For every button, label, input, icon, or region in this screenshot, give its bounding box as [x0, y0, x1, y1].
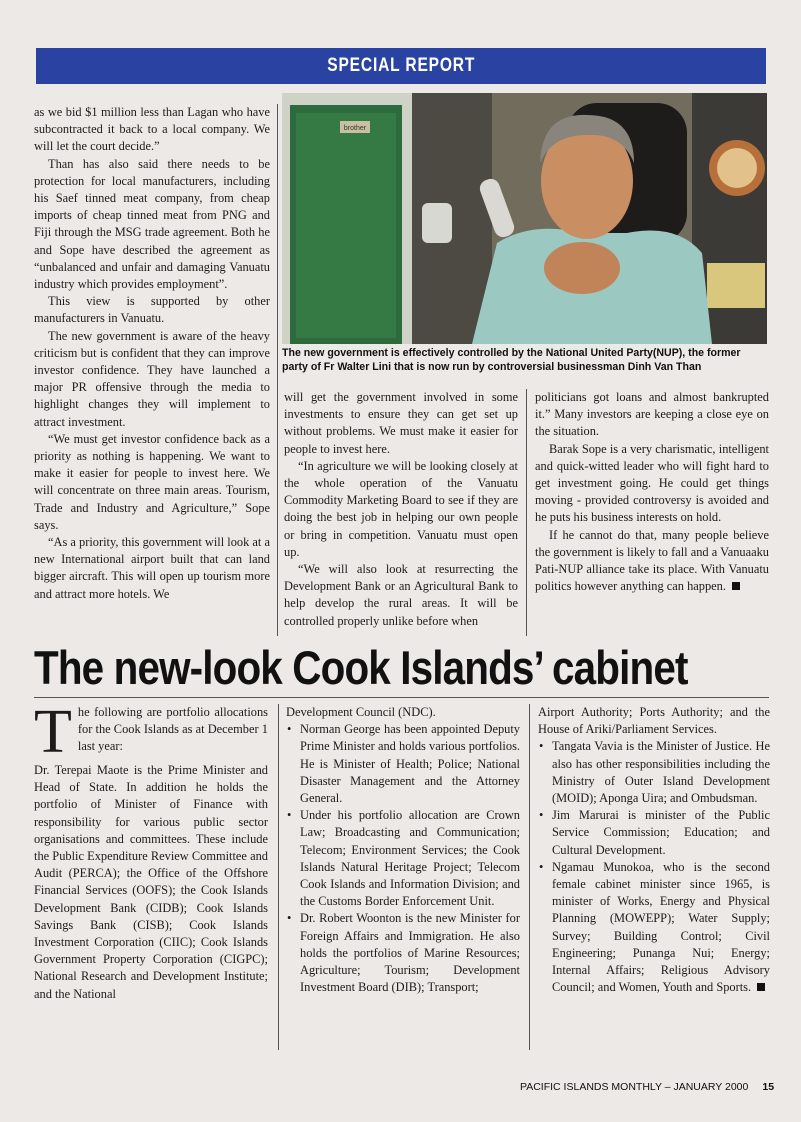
end-mark-icon: [757, 983, 765, 991]
article-photo: [282, 93, 767, 344]
cabinet-column-2: [286, 704, 520, 996]
special-report-banner: [36, 48, 766, 84]
article-column-1: [34, 104, 270, 603]
paragraph: Airport Authority; Ports Authority; and the House of Ariki/Parliament Services.: [538, 705, 770, 737]
drop-cap: T: [34, 698, 72, 766]
list-item: • Tangata Vavia is the Minister of Justice. He also has other responsibilities including the Ministry of Outer Island Development (MOID); Aponga Uira; and Ombudsman.: [538, 738, 770, 807]
end-mark-icon: [732, 582, 740, 590]
list-item: [538, 859, 770, 997]
headline-rule: [34, 697, 769, 698]
banner-label: SPECIAL REPORT: [327, 55, 475, 76]
cabinet-column-1: [34, 698, 268, 1003]
headline: The new-look Cook Islands’ cabinet: [34, 641, 688, 694]
paragraph: will get the government involved in some investments to ensure they can get set up without problems. We must make it easier for people to invest here.: [284, 390, 518, 456]
photo-caption: The new government is effectively controlled by the National United Party(NUP), the former party of Fr Walter Lini that is now run by controversial businessman Dinh Van Than: [282, 347, 741, 373]
list-item: • Norman George has been appointed Deputy Prime Minister and holds various portfolios. He is Minister of Health; Police; National Disaster Management and the Attorney General.: [286, 721, 520, 807]
intro-paragraph: he following are portfolio allocations for the Cook Islands as at December 1 last year:: [77, 705, 268, 754]
column-divider: [278, 704, 279, 1050]
paragraph: “As a priority, this government will look at a new International airport built that can land bigger aircraft. This will open up tourism more and attract more hotels. We: [34, 535, 270, 601]
paragraph: politicians got loans and almost bankrupted it.” Many investors are keeping a close eye on the situation.: [535, 390, 769, 439]
article-column-2: [284, 389, 518, 630]
paragraph: “We must get investor confidence back as a priority as nothing is happening. We want to make it easier for people to invest here. We will concentrate on three main areas. Tourism, Trade and Industry and Agriculture,” Sope says.: [34, 431, 270, 532]
paragraph: Dr. Terepai Maote is the Prime Minister and Head of State. In addition he holds the portfolio of Minister of Finance with responsibility for various public sector organisations and committees. These include the Public Expenditure Review Committee and Audit (PERCA); the Office of the Offshore Financial Services (OOFS); the Cook Islands Development Bank (CIDB); Cook Islands Savings Bank (CISB); Cook Islands Investment Corporation (CIIC); Cook Islands Government Property Corporation (CIGPC); National Research and Development Institute; and the National: [34, 763, 268, 1001]
publication-line: PACIFIC ISLANDS MONTHLY – JANUARY 2000: [520, 1081, 749, 1093]
page-footer: [520, 1081, 774, 1093]
list-item: • Dr. Robert Woonton is the new Minister for Foreign Affairs and Immigration. He also holds the portfolios of Marine Resources; Agriculture; Tourism; Development Investment Board (DIB); Transport;: [286, 910, 520, 996]
paragraph: This view is supported by other manufacturers in Vanuatu.: [34, 294, 270, 326]
paragraph-text: If he cannot do that, many people believe the government is likely to fall and a Vanuaaku Pati-NUP alliance take its place. With Vanuatu politics however anything can happen.: [535, 527, 769, 594]
column-divider: [526, 389, 527, 636]
cabinet-column-3: [538, 704, 770, 996]
list-item: • Under his portfolio allocation are Crown Law; Broadcasting and Communication; Telecom; Environment Services; the Cook Islands Natural Heritage Project; Telecom Cook Islands and Information Division; and the Customs Border Enforcement Unit.: [286, 807, 520, 910]
paragraph: Development Council (NDC).: [286, 705, 436, 719]
article-column-3: [535, 389, 769, 595]
minister-list: [538, 738, 770, 996]
paragraph: “In agriculture we will be looking closely at the whole operation of the Vanuatu Commodity Marketing Board to see if they are doing the best job in helping our own people or bring in competition. Vanuatu must open up.: [284, 458, 518, 559]
paragraph: Than has also said there needs to be protection for local manufacturers, including his Saef tinned meat company, from cheap imports of cheap tinned meat from PNG and Fiji through the MSG trade agreement. Both he and Sope have described the agreement as “unbalanced and unfair and damaging Vanuatu industry which provides employment”.: [34, 156, 270, 292]
paragraph: The new government is aware of the heavy criticism but is confident that they can improve investor confidence. They have launched a major PR offensive through the media to highlight changes they will implement to attract investment.: [34, 328, 270, 429]
list-item: • Jim Marurai is minister of the Public Service Commission; Education; and Cultural Development.: [538, 807, 770, 859]
list-item-text: Ngamau Munokoa, who is the second female cabinet minister since 1965, is minister of Works, Energy and Physical Planning (MOWEPP); Water Supply; Survey; Building Control; Civil Engineering; Punanga Nui; Energy; Internal Affairs; Religious Advisory Council; and Women, Youth and Sports.: [552, 859, 770, 995]
paragraph: as we bid $1 million less than Lagan who have subcontracted it back to a local company. We will let the court decide.”: [34, 105, 270, 154]
minister-list: [286, 721, 520, 996]
page-number: 15: [762, 1081, 775, 1093]
column-divider: [277, 104, 278, 636]
paragraph: [535, 527, 769, 596]
cabinet-label: brother: [343, 125, 367, 132]
paragraph: Barak Sope is a very charismatic, intelligent and quick-witted leader who will fight hard to get investment going. He could get things moving - provided controversy is avoided and he puts his business interests on hold.: [535, 441, 769, 525]
photo-illustration: [282, 93, 767, 344]
paragraph: “We will also look at resurrecting the Development Bank or an Agricultural Bank to help develop the rural areas. It will be controlled properly unlike before when: [284, 562, 518, 628]
column-divider: [529, 704, 530, 1050]
